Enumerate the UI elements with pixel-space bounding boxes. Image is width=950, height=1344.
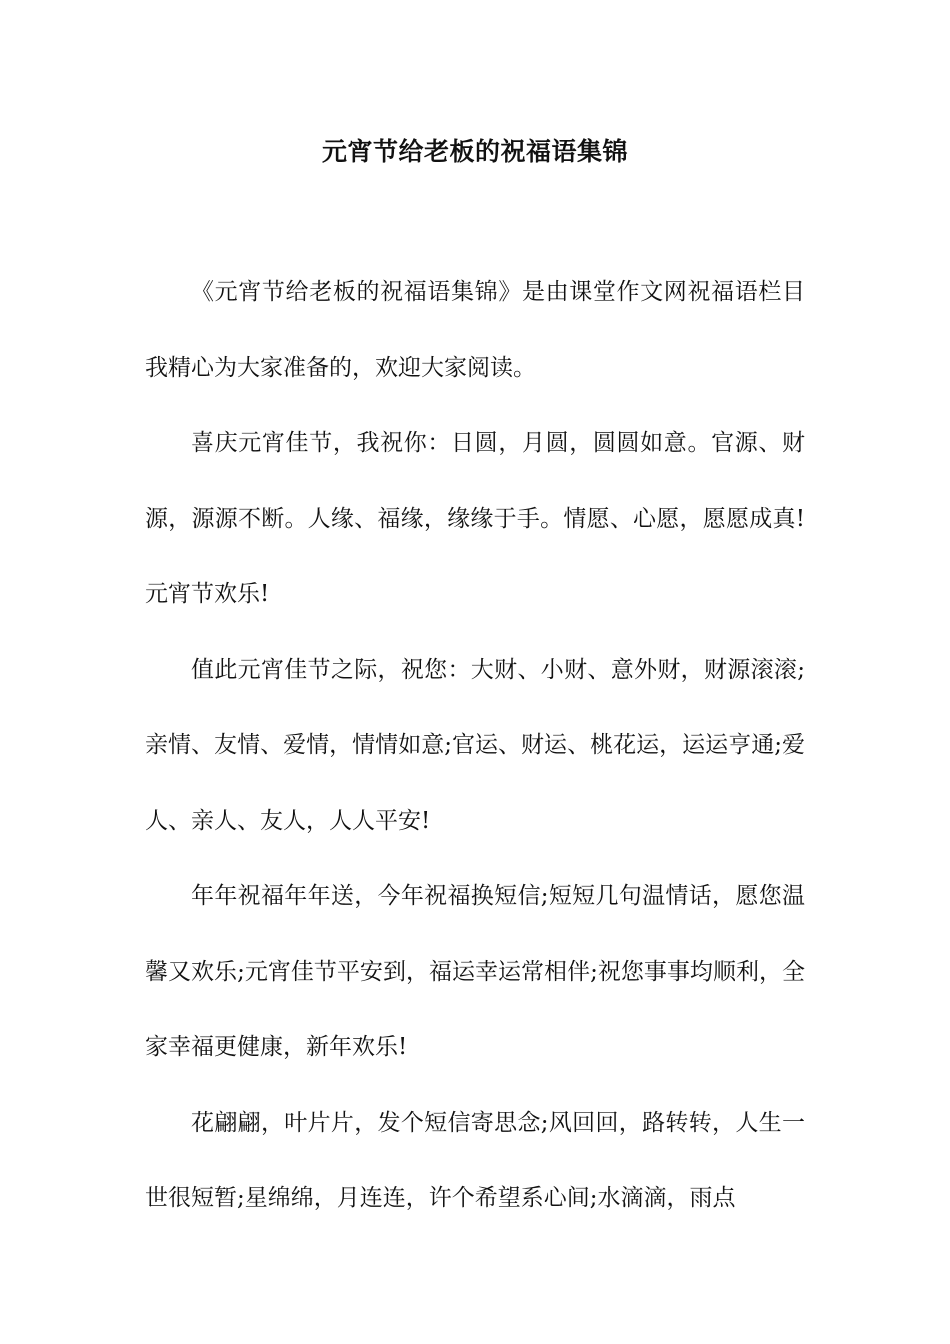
paragraph-blessing-3: 年年祝福年年送，今年祝福换短信;短短几句温情话，愿您温馨又欢乐;元宵佳节平安到，福运幸运常相伴;祝您事事均顺利，全家幸福更健康，新年欢乐! (145, 883, 805, 1060)
document-title: 元宵节给老板的祝福语集锦 (321, 137, 628, 166)
paragraph-intro: 《元宵节给老板的祝福语集锦》是由课堂作文网祝福语栏目我精心为大家准备的，欢迎大家阅读。 (145, 279, 805, 381)
paragraph-blessing-2: 值此元宵佳节之际，祝您：大财、小财、意外财，财源滚滚;亲情、友情、爱情，情情如意;官运、财运、桃花运，运运亨通;爱人、亲人、友人，人人平安! (145, 656, 805, 834)
paragraph-blessing-1: 喜庆元宵佳节，我祝你：日圆，月圆，圆圆如意。官源、财源，源源不断。人缘、福缘，缘缘于手。情愿、心愿，愿愿成真!元宵节欢乐! (145, 430, 805, 607)
paragraph-blessing-4: 花翩翩，叶片片，发个短信寄思念;风回回，路转转，人生一世很短暂;星绵绵，月连连，许个希望系心间;水滴滴，雨点 (145, 1109, 805, 1211)
document-body (145, 255, 805, 1237)
